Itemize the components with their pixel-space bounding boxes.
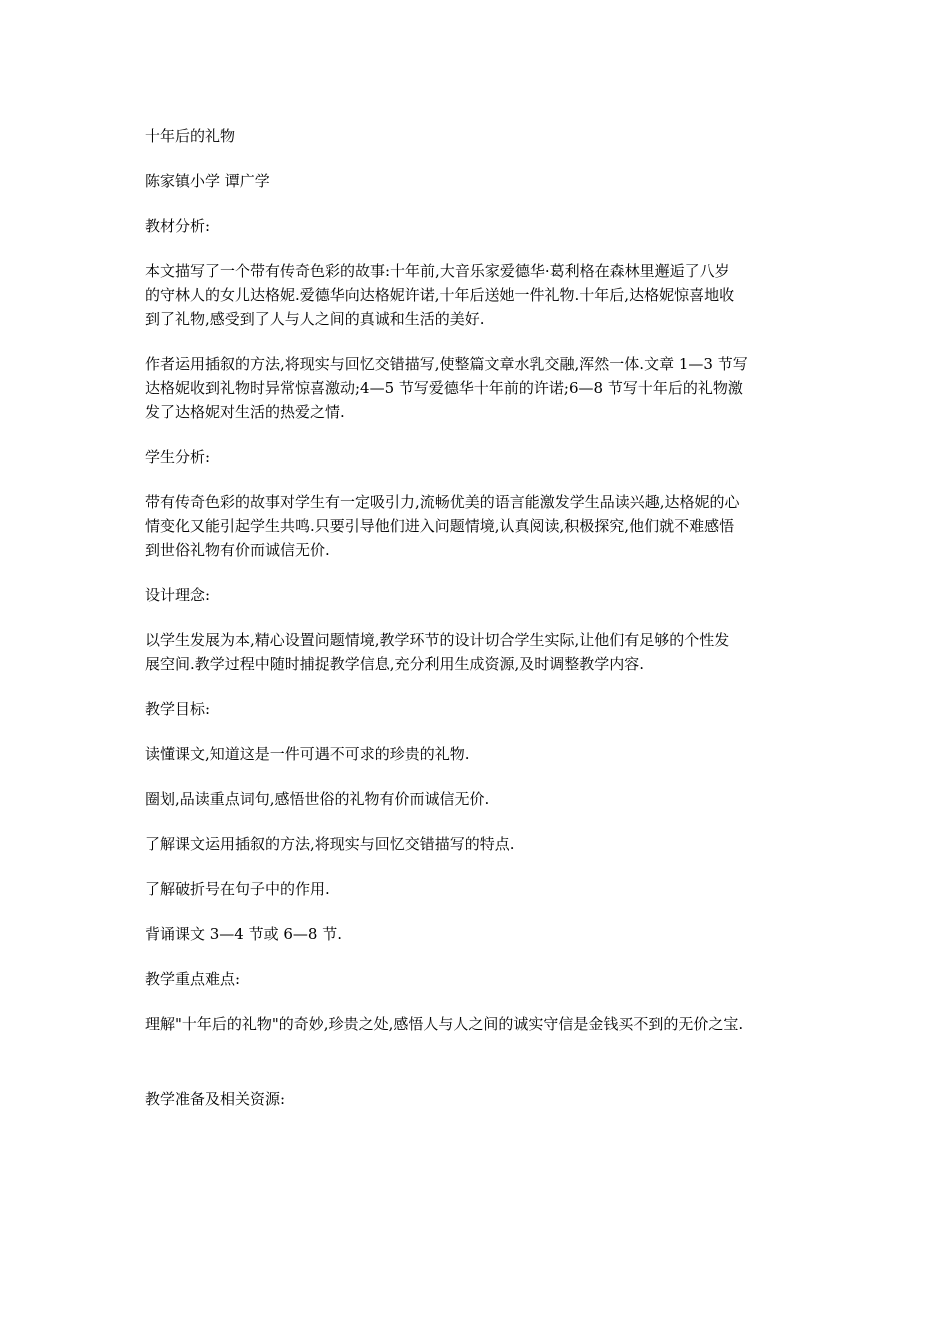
text-line: 情变化又能引起学生共鸣.只要引导他们进入问题情境,认真阅读,积极探究,他们就不难感悟: [145, 517, 735, 535]
key-points-paragraph: [145, 1012, 815, 1036]
design-heading: 设计理念:: [145, 586, 211, 604]
text-line: 作者运用插叙的方法,将现实与回忆交错描写,使整篇文章水乳交融,浑然一体.文章 1—3 节写: [145, 355, 748, 373]
text-line: 展空间.教学过程中随时捕捉教学信息,充分利用生成资源,及时调整教学内容.: [145, 655, 645, 673]
text-line: 理解"十年后的礼物"的奇妙,珍贵之处,感悟人与人之间的诚实守信是金钱买不到的无价之宝.: [145, 1015, 744, 1033]
author-line: 陈家镇小学 谭广学: [145, 172, 270, 190]
goal-item: 圈划,品读重点词句,感悟世俗的礼物有价而诚信无价.: [145, 790, 490, 808]
material-paragraph-2: [145, 352, 815, 424]
text-line: 的守林人的女儿达格妮.爱德华向达格妮许诺,十年后送她一件礼物.十年后,达格妮惊喜地收: [145, 286, 735, 304]
key-points-heading: 教学重点难点:: [145, 970, 241, 988]
student-heading: 学生分析:: [145, 448, 211, 466]
text-line: 达格妮收到礼物时异常惊喜激动;4—5 节写爱德华十年前的许诺;6—8 节写十年后的礼物激: [145, 379, 743, 397]
text-line: 以学生发展为本,精心设置问题情境,教学环节的设计切合学生实际,让他们有足够的个性发: [145, 631, 730, 649]
document-page: [145, 124, 815, 1111]
design-paragraph: [145, 628, 815, 676]
goal-item: 了解破折号在句子中的作用.: [145, 880, 330, 898]
goal-item: 背诵课文 3—4 节或 6—8 节.: [145, 925, 343, 943]
document-title: 十年后的礼物: [145, 127, 236, 145]
material-heading: 教材分析:: [145, 217, 211, 235]
text-line: 到世俗礼物有价而诚信无价.: [145, 541, 330, 559]
goal-item: 读懂课文,知道这是一件可遇不可求的珍贵的礼物.: [145, 745, 470, 763]
material-paragraph-1: [145, 259, 815, 331]
text-line: 发了达格妮对生活的热爱之情.: [145, 403, 345, 421]
preparation-heading: 教学准备及相关资源:: [145, 1090, 286, 1108]
text-line: 到了礼物,感受到了人与人之间的真诚和生活的美好.: [145, 310, 485, 328]
text-line: 本文描写了一个带有传奇色彩的故事:十年前,大音乐家爱德华·葛利格在森林里邂逅了八岁: [145, 262, 730, 280]
goal-item: 了解课文运用插叙的方法,将现实与回忆交错描写的特点.: [145, 835, 515, 853]
text-line: 带有传奇色彩的故事对学生有一定吸引力,流畅优美的语言能激发学生品读兴趣,达格妮的心: [145, 493, 740, 511]
student-paragraph: [145, 490, 815, 562]
goals-heading: 教学目标:: [145, 700, 211, 718]
